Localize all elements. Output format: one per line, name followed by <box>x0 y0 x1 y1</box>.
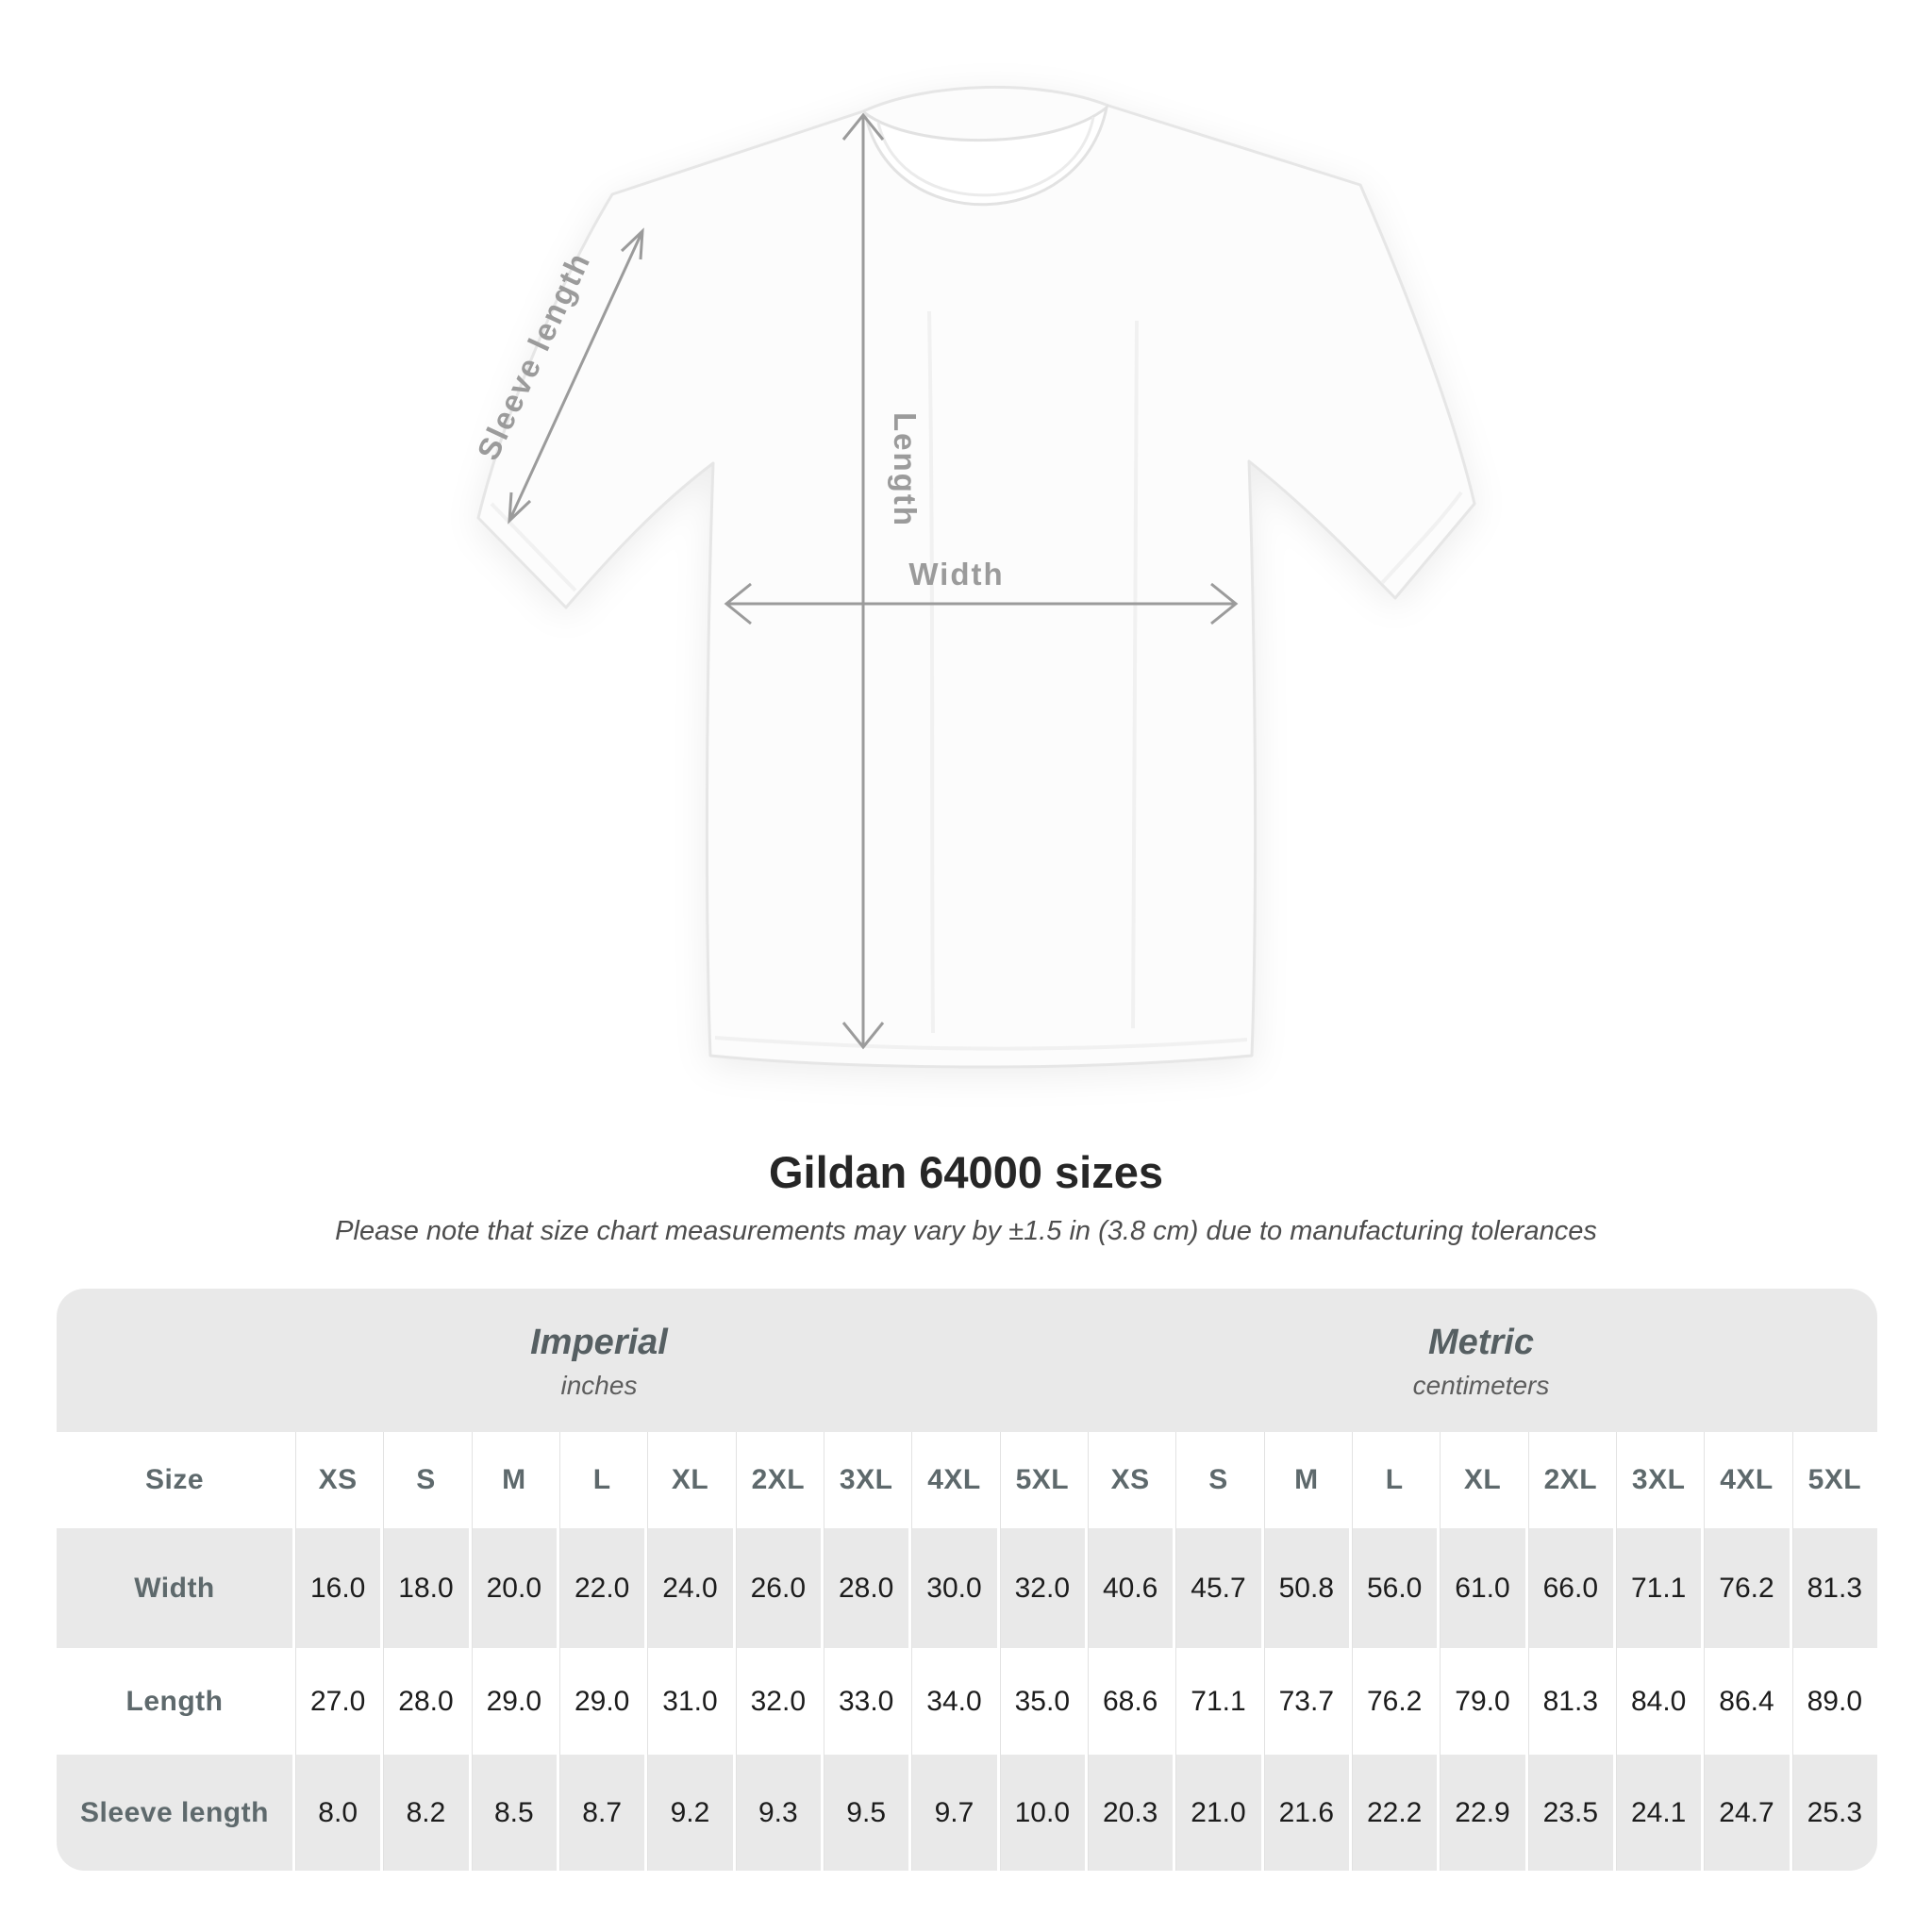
value-metric: 71.1 <box>1613 1528 1701 1648</box>
col-header-metric-XS: XS <box>1085 1432 1173 1528</box>
value-metric: 61.0 <box>1437 1528 1524 1648</box>
imperial-unit-label: inches <box>560 1371 638 1400</box>
col-header-imperial-XL: XL <box>644 1432 732 1528</box>
value-metric: 40.6 <box>1085 1528 1173 1648</box>
value-metric: 71.1 <box>1173 1648 1260 1755</box>
value-imperial: 27.0 <box>292 1648 380 1755</box>
row-label-0: Width <box>57 1528 292 1648</box>
col-header-metric-5XL: 5XL <box>1790 1432 1877 1528</box>
col-header-imperial-2XL: 2XL <box>733 1432 821 1528</box>
value-imperial: 9.3 <box>733 1755 821 1871</box>
width-label: Width <box>908 557 1005 591</box>
value-imperial: 24.0 <box>644 1528 732 1648</box>
value-imperial: 30.0 <box>908 1528 996 1648</box>
col-header-metric-XL: XL <box>1437 1432 1524 1528</box>
value-metric: 73.7 <box>1261 1648 1349 1755</box>
units-band <box>57 1289 1877 1432</box>
value-metric: 86.4 <box>1701 1648 1789 1755</box>
col-header-imperial-3XL: 3XL <box>821 1432 908 1528</box>
value-metric: 81.3 <box>1790 1528 1877 1648</box>
value-imperial: 34.0 <box>908 1648 996 1755</box>
col-header-metric-2XL: 2XL <box>1525 1432 1613 1528</box>
col-header-imperial-5XL: 5XL <box>997 1432 1085 1528</box>
value-metric: 56.0 <box>1349 1528 1437 1648</box>
value-imperial: 9.2 <box>644 1755 732 1871</box>
value-metric: 89.0 <box>1790 1648 1877 1755</box>
col-header-imperial-4XL: 4XL <box>908 1432 996 1528</box>
value-metric: 20.3 <box>1085 1755 1173 1871</box>
value-imperial: 29.0 <box>469 1648 557 1755</box>
value-metric: 22.9 <box>1437 1755 1524 1871</box>
value-imperial: 31.0 <box>644 1648 732 1755</box>
metric-label: Metric <box>1428 1323 1534 1362</box>
value-metric: 68.6 <box>1085 1648 1173 1755</box>
value-imperial: 16.0 <box>292 1528 380 1648</box>
value-imperial: 18.0 <box>380 1528 468 1648</box>
value-metric: 45.7 <box>1173 1528 1260 1648</box>
value-metric: 84.0 <box>1613 1648 1701 1755</box>
value-metric: 21.6 <box>1261 1755 1349 1871</box>
value-imperial: 29.0 <box>557 1648 644 1755</box>
value-imperial: 9.7 <box>908 1755 996 1871</box>
value-imperial: 22.0 <box>557 1528 644 1648</box>
value-metric: 24.7 <box>1701 1755 1789 1871</box>
value-metric: 21.0 <box>1173 1755 1260 1871</box>
sleeve-length-label: Sleeve length <box>470 246 597 466</box>
value-imperial: 9.5 <box>821 1755 908 1871</box>
value-imperial: 28.0 <box>821 1528 908 1648</box>
value-imperial: 8.7 <box>557 1755 644 1871</box>
value-imperial: 32.0 <box>733 1648 821 1755</box>
value-imperial: 26.0 <box>733 1528 821 1648</box>
col-header-imperial-S: S <box>380 1432 468 1528</box>
value-imperial: 8.2 <box>380 1755 468 1871</box>
value-imperial: 10.0 <box>997 1755 1085 1871</box>
value-imperial: 8.5 <box>469 1755 557 1871</box>
value-imperial: 28.0 <box>380 1648 468 1755</box>
col-header-metric-3XL: 3XL <box>1613 1432 1701 1528</box>
value-metric: 23.5 <box>1525 1755 1613 1871</box>
col-header-imperial-L: L <box>557 1432 644 1528</box>
size-table <box>57 1289 1877 1871</box>
unit-group-imperial <box>57 1289 1085 1432</box>
value-metric: 76.2 <box>1701 1528 1789 1648</box>
value-metric: 76.2 <box>1349 1648 1437 1755</box>
col-header-metric-S: S <box>1173 1432 1260 1528</box>
page-title: Gildan 64000 sizes <box>768 1147 1164 1197</box>
col-header-imperial-XS: XS <box>292 1432 380 1528</box>
value-metric: 81.3 <box>1525 1648 1613 1755</box>
col-header-metric-M: M <box>1261 1432 1349 1528</box>
value-metric: 50.8 <box>1261 1528 1349 1648</box>
unit-group-imperial-inner <box>530 1321 668 1402</box>
value-metric: 66.0 <box>1525 1528 1613 1648</box>
value-metric: 22.2 <box>1349 1755 1437 1871</box>
value-metric: 79.0 <box>1437 1648 1524 1755</box>
value-metric: 24.1 <box>1613 1755 1701 1871</box>
length-label: Length <box>888 412 923 527</box>
row-label-1: Length <box>57 1648 292 1755</box>
page-subtitle: Please note that size chart measurements may vary by ±1.5 in (3.8 cm) due to manufacturing tolerances <box>335 1216 1597 1246</box>
col-header-metric-4XL: 4XL <box>1701 1432 1789 1528</box>
value-imperial: 33.0 <box>821 1648 908 1755</box>
col-header-imperial-M: M <box>469 1432 557 1528</box>
value-imperial: 8.0 <box>292 1755 380 1871</box>
metric-unit-label: centimeters <box>1412 1371 1550 1400</box>
imperial-label: Imperial <box>530 1323 668 1362</box>
size-grid <box>57 1432 1877 1871</box>
value-metric: 25.3 <box>1790 1755 1877 1871</box>
value-imperial: 35.0 <box>997 1648 1085 1755</box>
row-label-2: Sleeve length <box>57 1755 292 1871</box>
value-imperial: 32.0 <box>997 1528 1085 1648</box>
col-header-metric-L: L <box>1349 1432 1437 1528</box>
value-imperial: 20.0 <box>469 1528 557 1648</box>
unit-group-metric <box>1085 1289 1877 1432</box>
unit-group-metric-inner <box>1413 1321 1550 1402</box>
col-header-size: Size <box>57 1432 292 1528</box>
